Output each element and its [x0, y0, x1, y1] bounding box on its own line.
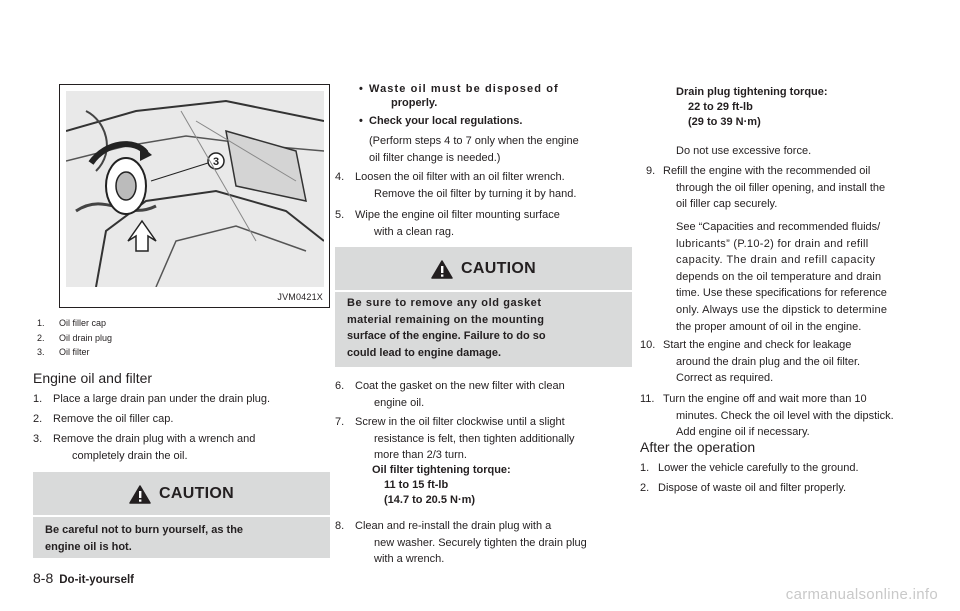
- list-item: 8. Clean and re-install the drain plug with a new washer. Securely tighten the drain plug with a wrench.: [335, 520, 587, 565]
- bullet-item: • Waste oil must be disposed of: [359, 83, 559, 95]
- list-item: 7. Screw in the oil filter clockwise until a slight resistance is felt, then tighten additionally more than 2/3 turn.: [335, 416, 575, 461]
- list-item: 4. Loosen the oil filter with an oil filter wrench. Remove the oil filter by turning it by hand.: [335, 171, 577, 200]
- figure-code: JVM0421X: [277, 292, 323, 302]
- caution-heading: CAUTION: [335, 247, 632, 291]
- legend-item: 3. Oil filter: [37, 347, 90, 357]
- filter-torque-spec: Oil filter tightening torque: 11 to 15 ft-lb (14.7 to 20.5 N·m): [372, 464, 511, 506]
- list-item: 5. Wipe the engine oil filter mounting surface with a clean rag.: [335, 209, 560, 238]
- engine-figure: [59, 84, 330, 308]
- no-excessive-force: Do not use excessive force.: [676, 145, 812, 157]
- list-item: 11. Turn the engine off and wait more than 10 minutes. Check the oil level with the dipstick. Add engine oil if necessary.: [640, 393, 894, 438]
- page-number: 8-8: [33, 570, 54, 586]
- list-item: 10. Start the engine and check for leakage around the drain plug and the oil filter. Correct as required.: [640, 339, 861, 384]
- bullet-item: • Check your local regulations.: [359, 115, 523, 127]
- perform-note: (Perform steps 4 to 7 only when the engine oil filter change is needed.): [369, 135, 579, 164]
- warning-icon: [129, 485, 151, 504]
- engine-illustration: [66, 91, 324, 287]
- warning-icon: [431, 260, 453, 279]
- bullet-continuation: properly.: [391, 97, 438, 109]
- caution-heading: CAUTION: [33, 472, 330, 516]
- list-item: 3. Remove the drain plug with a wrench and completely drain the oil.: [33, 433, 256, 462]
- section-title: Engine oil and filter: [33, 370, 153, 386]
- page-footer: [33, 570, 134, 586]
- watermark: carmanualsonline.info: [785, 586, 938, 603]
- section-name: Do-it-yourself: [59, 574, 134, 586]
- figure-legend: [37, 316, 112, 360]
- list-item: 9. Refill the engine with the recommended oil through the oil filler opening, and install the oil filler cap securely.: [646, 165, 886, 210]
- drain-torque-spec: Drain plug tightening torque: 22 to 29 ft-lb (29 to 39 N·m): [676, 86, 828, 128]
- legend-item: 1. Oil filler cap: [37, 318, 107, 328]
- legend-item: 2. Oil drain plug: [37, 332, 113, 343]
- caution-box: CAUTION Be sure to remove any old gasket material remaining on the mounting surface of the engine. Failure to do so could lead to engine damage.: [335, 247, 632, 367]
- caution-box: CAUTION Be careful not to burn yourself, as the engine oil is hot.: [33, 472, 330, 558]
- after-operation-title: After the operation: [640, 439, 756, 455]
- callout-3: 3: [212, 156, 220, 168]
- capacity-note: See “Capacities and recommended fluids/ lubricants” (P.10-2) for drain and refill capacity. The drain and refill capacity depends on the oil temperature and drain time. Use these specifications for reference only. Always use the dipstick to determine the proper amount of oil in the engine.: [676, 221, 888, 333]
- list-item: 6. Coat the gasket on the new filter with clean engine oil.: [335, 380, 565, 409]
